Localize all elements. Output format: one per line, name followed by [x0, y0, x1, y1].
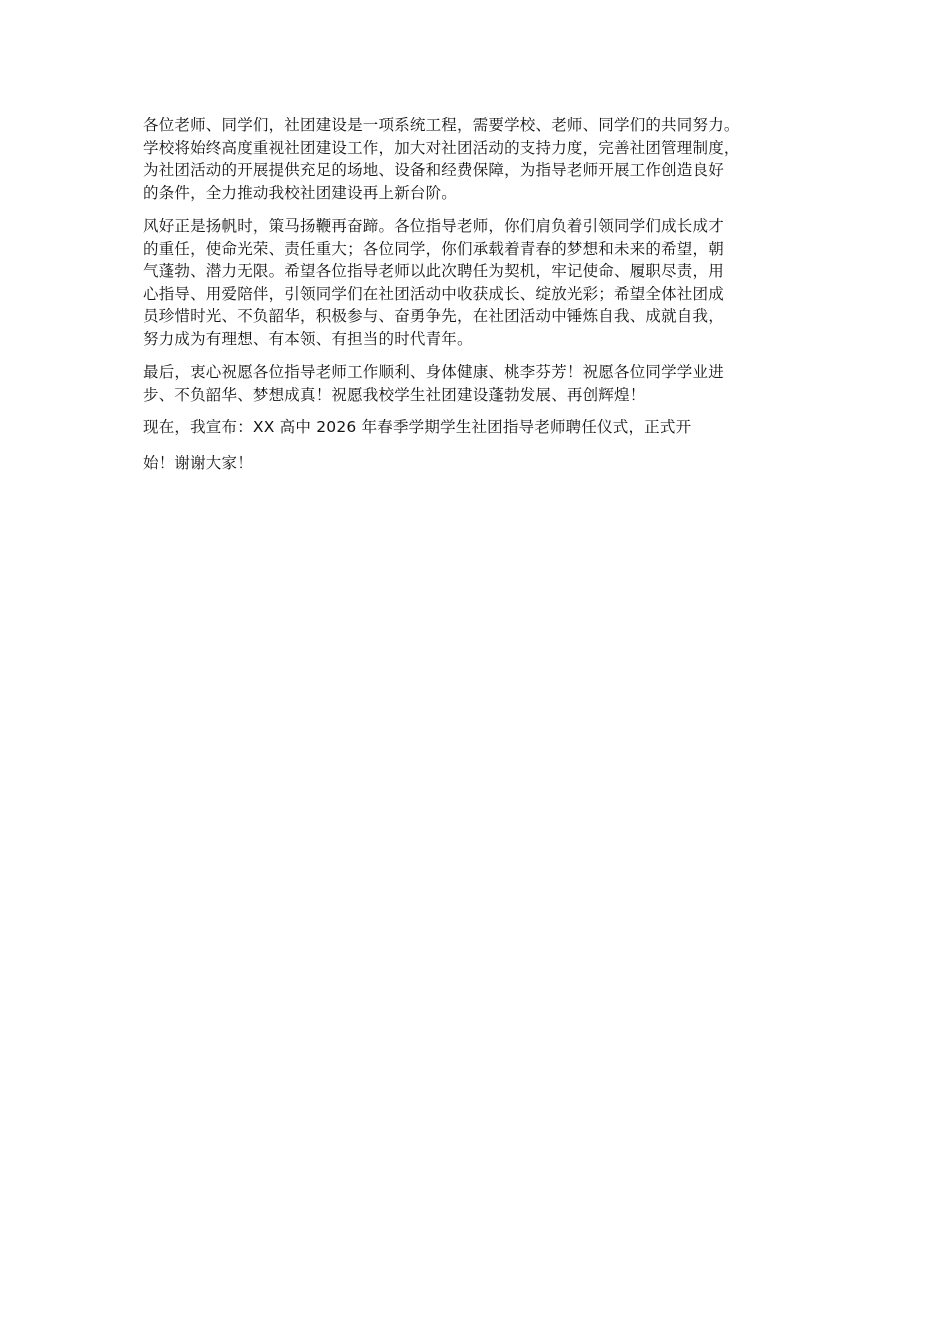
text-line: 努力成为有理想、有本领、有担当的时代青年。 — [143, 329, 473, 348]
text-line: 现在，我宣布：XX 高中 2026 年春季学期学生社团指导老师聘任仪式，正式开 — [143, 418, 692, 436]
text-line: 的条件，全力推动我校社团建设再上新台阶。 — [143, 183, 458, 202]
text-line: 的重任，使命光荣、责任重大；各位同学，你们承载着青春的梦想和未来的希望，朝 — [143, 239, 724, 258]
paragraph-support-commitment — [143, 114, 818, 204]
text-line: 步、不负韶华、梦想成真！祝愿我校学生社团建设蓬勃发展、再创辉煌！ — [143, 385, 646, 404]
paragraph-best-wishes — [143, 361, 818, 406]
text-line: 气蓬勃、潜力无限。希望各位指导老师以此次聘任为契机，牢记使命、履职尽责，用 — [143, 262, 724, 280]
text-line: 始！谢谢大家！ — [143, 454, 253, 472]
text-line: 员珍惜时光、不负韶华，积极参与、奋勇争先，在社团活动中锤炼自我、成就自我， — [143, 307, 724, 325]
text-line: 学校将始终高度重视社团建设工作，加大对社团活动的支持力度，完善社团管理制度， — [143, 138, 740, 157]
paragraph-encouragement — [143, 215, 818, 350]
text-line: 各位老师、同学们，社团建设是一项系统工程，需要学校、老师、同学们的共同努力。 — [143, 116, 740, 134]
text-line: 心指导、用爱陪伴，引领同学们在社团活动中收获成长、绽放光彩；希望全体社团成 — [143, 284, 724, 303]
text-line: 最后，衷心祝愿各位指导老师工作顺利、身体健康、桃李芬芳！祝愿各位同学学业进 — [143, 363, 724, 381]
text-line: 为社团活动的开展提供充足的场地、设备和经费保障，为指导老师开展工作创造良好 — [143, 161, 724, 179]
text-line: 风好正是扬帆时，策马扬鞭再奋蹄。各位指导老师，你们肩负着引领同学们成长成才 — [143, 217, 724, 235]
document-body — [143, 114, 818, 488]
paragraph-announcement — [143, 416, 818, 488]
